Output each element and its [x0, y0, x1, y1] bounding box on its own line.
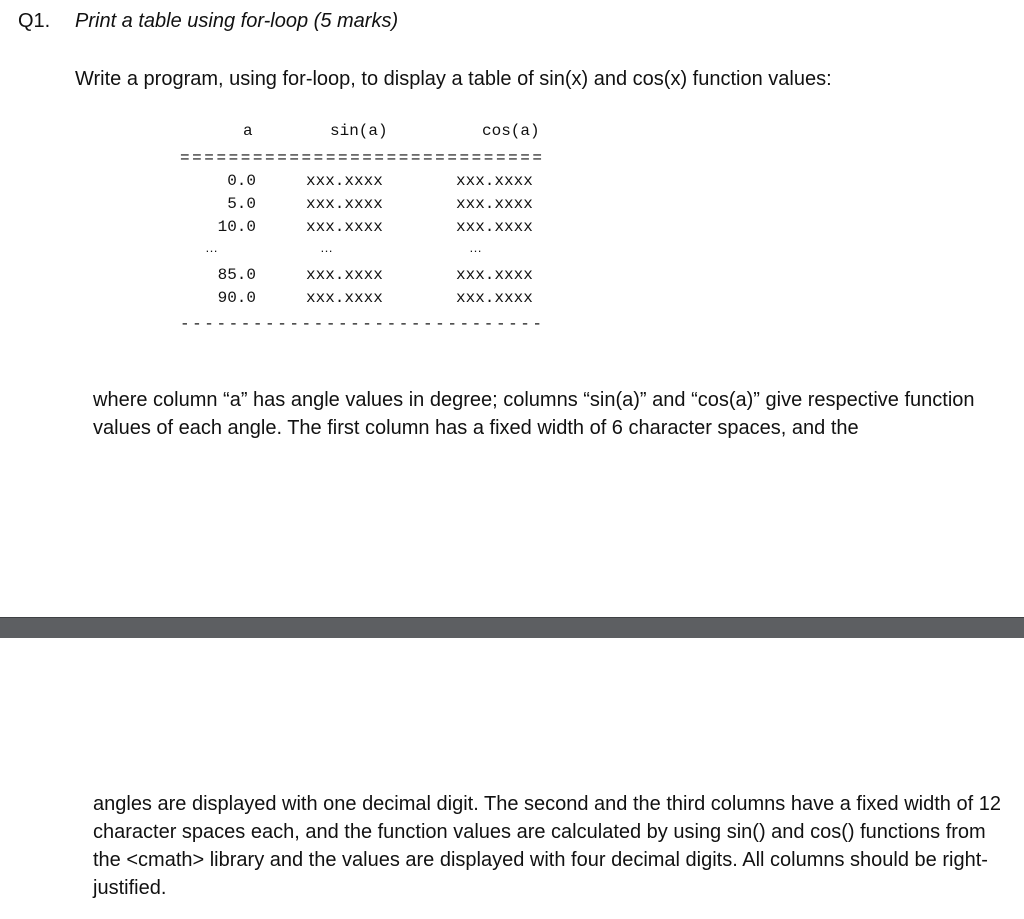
- row-sin: xxx.xxxx: [306, 172, 383, 190]
- intro-text: Write a program, using for-loop, to display a table of sin(x) and cos(x) function values:: [75, 68, 832, 90]
- row-sin: xxx.xxxx: [306, 289, 383, 307]
- row-sin: xxx.xxxx: [306, 195, 383, 213]
- description-paragraph-2: angles are displayed with one decimal digit. The second and the third columns have a fixed width of 12 character spaces each, and the function values are calculated by using sin() and cos() functions from the <cmath> library and the values are displayed with four decimal digits. All columns should be right-justified.: [93, 793, 1001, 899]
- single-rule: ------------------------------: [180, 316, 545, 332]
- question-number: Q1.: [18, 10, 51, 32]
- row-sin: xxx.xxxx: [306, 266, 383, 284]
- row-angle: 85.0: [217, 266, 256, 284]
- row-angle: 0.0: [227, 172, 256, 190]
- ellipsis-angle: …: [205, 240, 218, 255]
- question-title: Print a table using for-loop (5 marks): [75, 10, 399, 32]
- row-angle: 10.0: [217, 218, 256, 236]
- double-rule: ==============================: [180, 150, 545, 166]
- row-angle: 90.0: [217, 289, 256, 307]
- row-angle: 5.0: [227, 195, 256, 213]
- row-cos: xxx.xxxx: [456, 172, 533, 190]
- header-a: a: [243, 122, 253, 140]
- row-cos: xxx.xxxx: [456, 266, 533, 284]
- page-break-divider: [0, 617, 1024, 638]
- ellipsis-sin: …: [320, 240, 333, 255]
- question-header: [0, 10, 1000, 40]
- row-cos: xxx.xxxx: [456, 218, 533, 236]
- ellipsis-cos: …: [469, 240, 482, 255]
- header-cos: cos(a): [482, 122, 540, 140]
- row-cos: xxx.xxxx: [456, 195, 533, 213]
- row-sin: xxx.xxxx: [306, 218, 383, 236]
- description-paragraph-1: where column “a” has angle values in degree; columns “sin(a)” and “cos(a)” give respective function values of each angle. The first column has a fixed width of 6 character spaces, and the: [93, 389, 975, 439]
- header-sin: sin(a): [330, 122, 388, 140]
- row-cos: xxx.xxxx: [456, 289, 533, 307]
